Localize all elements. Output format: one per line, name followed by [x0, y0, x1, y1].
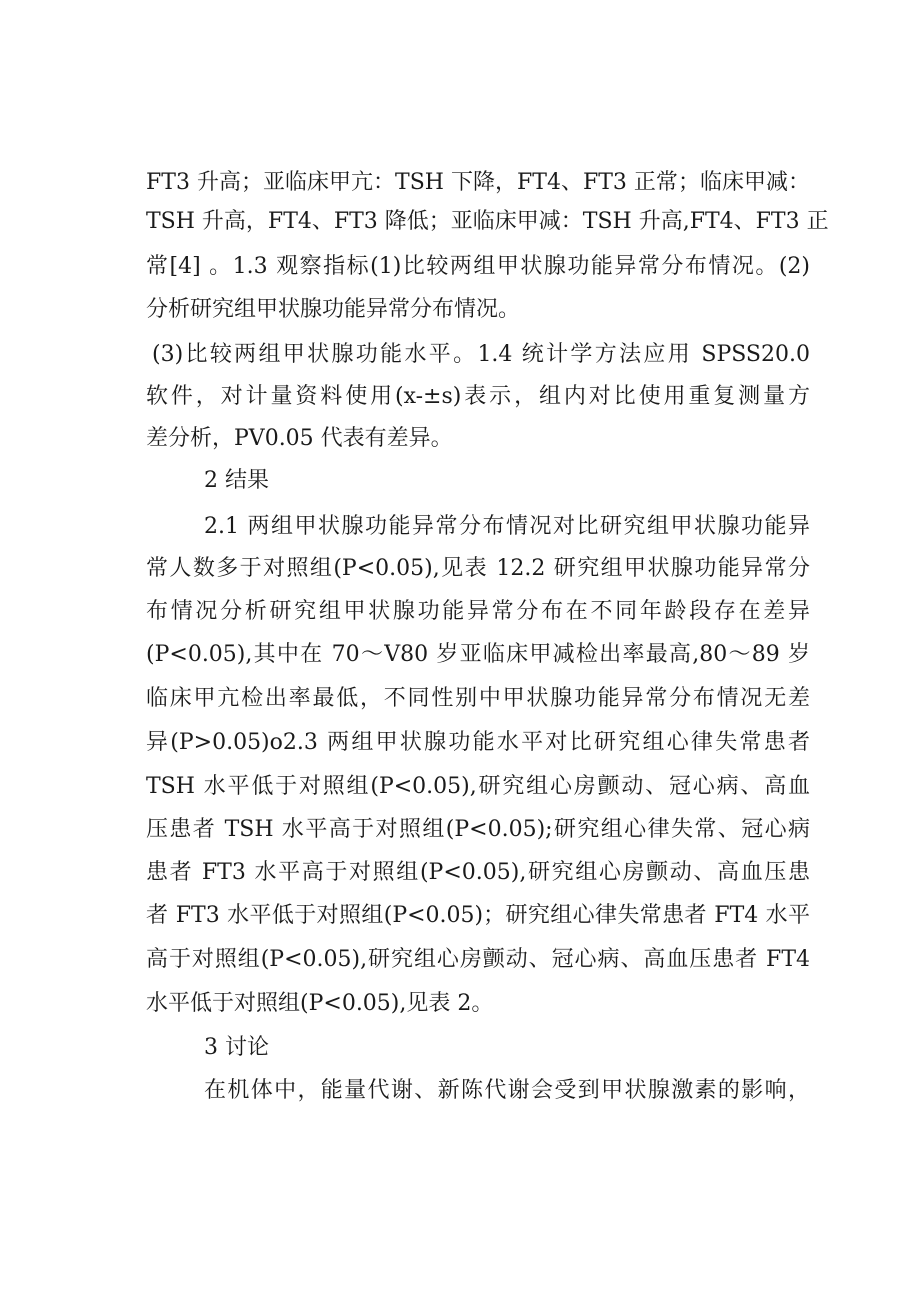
- text-line: 分析研究组甲状腺功能异常分布情况。: [146, 297, 521, 322]
- text-line: (3)比较两组甲状腺功能水平。1.4 统计学方法应用 SPSS20.0: [152, 342, 810, 367]
- text-line: FT3 升高；亚临床甲亢：TSH 下降，FT4、FT3 正常；临床甲减：: [146, 170, 810, 195]
- text-line: 患者 FT3 水平高于对照组(P<0.05),研究组心房颤动、高血压患: [146, 860, 810, 885]
- text-line: 临床甲亢检出率最低，不同性别中甲状腺功能异常分布情况无差: [146, 686, 810, 711]
- text-line: 布情况分析研究组甲状腺功能异常分布在不同年龄段存在差异: [146, 599, 810, 624]
- text-line: 2.1 两组甲状腺功能异常分布情况对比研究组甲状腺功能异: [204, 514, 810, 539]
- section-heading-results: 2 结果: [204, 468, 269, 493]
- text-line: 在机体中，能量代谢、新陈代谢会受到甲状腺激素的影响，: [204, 1078, 810, 1103]
- text-line: TSH 水平低于对照组(P<0.05),研究组心房颤动、冠心病、高血: [146, 774, 810, 799]
- text-line: 差分析，PV0.05 代表有差异。: [146, 426, 453, 451]
- text-line: TSH 升高，FT4、FT3 降低；亚临床甲减：TSH 升高,FT4、FT3 正: [146, 209, 829, 234]
- text-line: (P<0.05),其中在 70～V80 岁亚临床甲减检出率最高,80～89 岁: [146, 642, 810, 667]
- text-line: 常人数多于对照组(P<0.05),见表 12.2 研究组甲状腺功能异常分: [146, 556, 810, 581]
- section-heading-discussion: 3 讨论: [204, 1035, 269, 1060]
- text-line: 水平低于对照组(P<0.05),见表 2。: [146, 991, 494, 1016]
- text-line: 压患者 TSH 水平高于对照组(P<0.05);研究组心律失常、冠心病: [146, 817, 810, 842]
- text-line: 软件，对计量资料使用(x-±s)表示，组内对比使用重复测量方: [146, 384, 810, 409]
- text-line: 者 FT3 水平低于对照组(P<0.05)；研究组心律失常患者 FT4 水平: [146, 903, 810, 928]
- text-line: 常[4] 。1.3 观察指标(1)比较两组甲状腺功能异常分布情况。(2): [146, 254, 810, 279]
- text-line: 异(P>0.05)o2.3 两组甲状腺功能水平对比研究组心律失常患者: [146, 730, 810, 755]
- text-line: 高于对照组(P<0.05),研究组心房颤动、冠心病、高血压患者 FT4: [146, 947, 810, 972]
